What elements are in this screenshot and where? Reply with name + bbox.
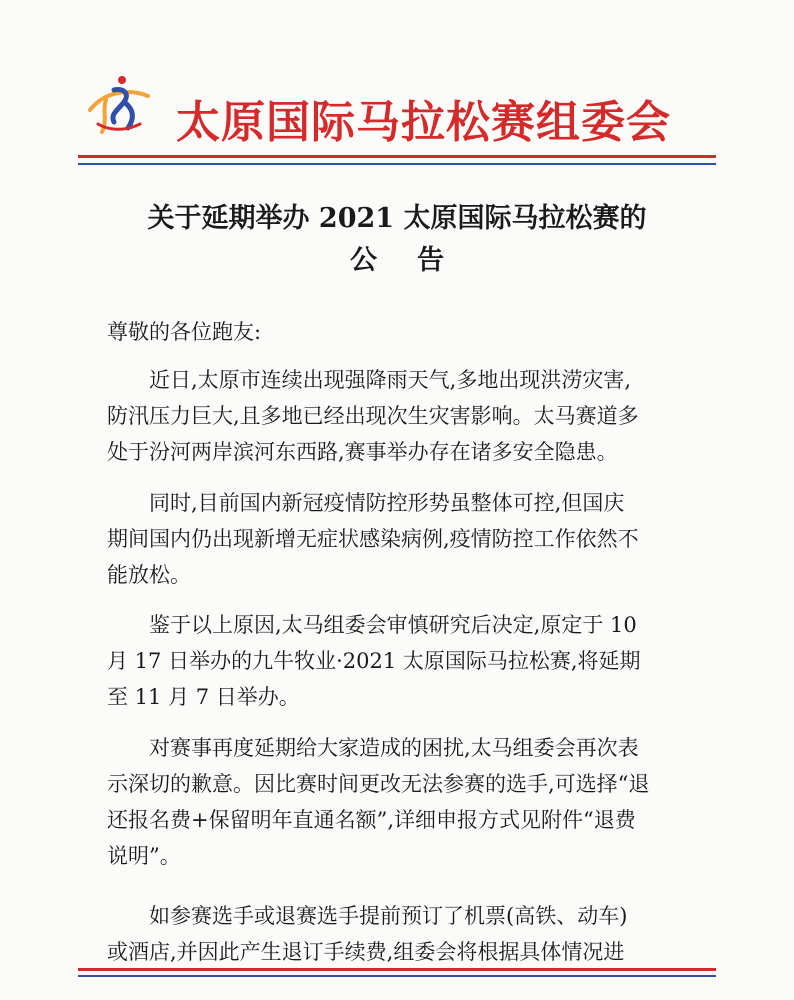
notice-title: 关于延期举办 2021 太原国际马拉松赛的 (147, 203, 647, 234)
paragraph-line: 还报名费+保留明年直通名额”,详细申报方式见附件“退费 (107, 808, 636, 832)
paragraph-line: 说明”。 (107, 844, 181, 868)
paragraph-line: 月 17 日举办的九牛牧业·2021 太原国际马拉松赛,将延期 (107, 649, 641, 673)
paragraph-line: 对赛事再度延期给大家造成的困扰,太马组委会再次表 (149, 736, 639, 760)
header-divider-red (78, 155, 716, 158)
paragraph-epidemic (107, 485, 667, 593)
paragraph-line: 如参赛选手或退赛选手提前预订了机票(高铁、动车) (149, 904, 628, 928)
paragraph-line: 期间国内仍出现新增无症状感染病例,疫情防控工作依然不 (107, 527, 639, 551)
paragraph-apology-refund (107, 730, 667, 874)
paragraph-booking-fees (107, 898, 667, 970)
paragraph-line: 近日,太原市连续出现强降雨天气,多地出现洪涝灾害, (149, 368, 632, 392)
paragraph-line: 鉴于以上原因,太马组委会审慎研究后决定,原定于 10 (149, 613, 637, 637)
paragraph-heavy-rain (107, 362, 667, 470)
paragraph-line: 至 11 月 7 日举办。 (107, 685, 300, 709)
paragraph-line: 或酒店,并因此产生退订手续费,组委会将根据具体情况进 (107, 940, 625, 964)
paragraph-postponement (107, 607, 667, 715)
header-divider-blue (78, 163, 716, 165)
paragraph-line: 同时,目前国内新冠疫情防控形势虽整体可控,但国庆 (149, 491, 625, 515)
paragraph-line: 示深切的歉意。因比赛时间更改无法参赛的选手,可选择“退 (107, 772, 650, 796)
marathon-logo-icon (84, 70, 156, 142)
paragraph-line: 能放松。 (107, 563, 191, 587)
organization-name: 太原国际马拉松赛组委会 (176, 97, 671, 148)
footer-divider-red (78, 968, 716, 971)
paragraph-line: 防汛压力巨大,且多地已经出现次生灾害影响。太马赛道多 (107, 404, 639, 428)
paragraph-line: 处于汾河两岸滨河东西路,赛事举办存在诸多安全隐患。 (107, 440, 618, 464)
footer-divider-blue (78, 975, 716, 977)
notice-title-label: 公告 (350, 245, 484, 276)
salutation: 尊敬的各位跑友: (107, 320, 262, 344)
